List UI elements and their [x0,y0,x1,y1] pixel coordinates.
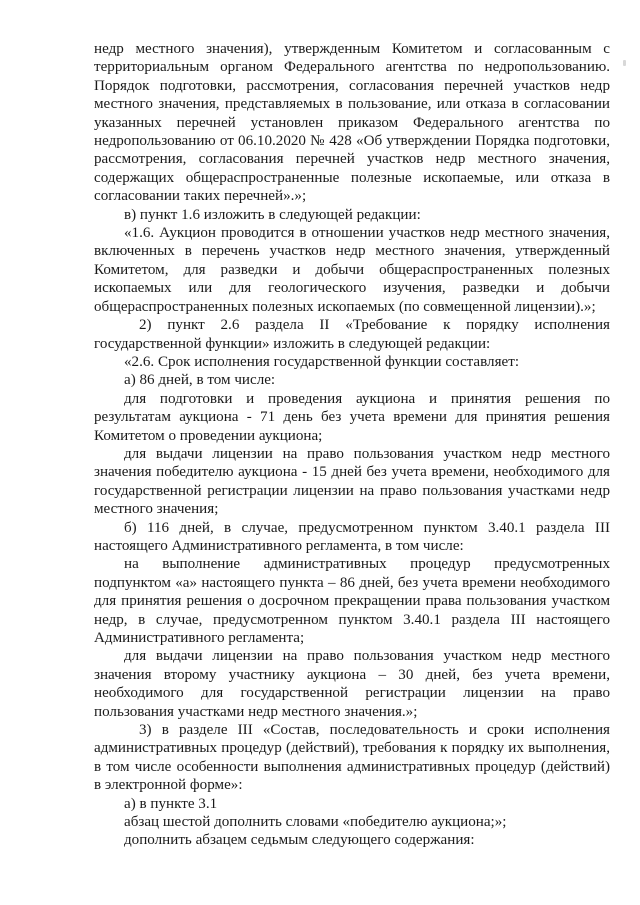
paragraph-1: недр местного значения), утвержденным Комитетом и согласованным с территориальным органом Федерального агентства по недропользованию. Порядок подготовки, рассмотрения, согласования перечней участков недр местного значения, представляемых в пользование, или отказа в согласовании указанных перечней установлен приказом Федерального агентства по недропользованию от 06.10.2020 № 428 «Об утверждении Порядка подготовки, рассмотрения, согласования перечней участков недр местного значения, содержащих общераспространенные полезные ископаемые, или отказа в согласовании таких перечней».»; [94,41,610,205]
paragraph-15: дополнить абзацем седьмым следующего содержания: [124,832,475,849]
paragraph-12: 3) в разделе III «Состав, последовательность и сроки исполнения административных процедур (действий), требования к порядку их выполнения, в том числе особенности выполнения административных процедур (действий) в электронной форме»: [94,722,610,794]
paragraph-6: а) 86 дней, в том числе: [124,372,276,389]
paragraph-10: на выполнение административных процедур предусмотренных подпунктом «а» настоящего пункта – 86 дней, без учета времени необходимого для принятия решения о досрочном прекращении права пользования участком недр, в случае, предусмотренном пунктом 3.40.1 раздела III настоящего Административного регламента; [94,556,610,646]
scan-speck [623,60,626,66]
paragraph-9: б) 116 дней, в случае, предусмотренном пунктом 3.40.1 раздела III настоящего Административного регламента, в том числе: [94,519,610,554]
paragraph-7: для подготовки и проведения аукциона и принятия решения по результатам аукциона - 71 день без учета времени для принятия решения Комитетом о проведении аукциона; [94,390,610,444]
paragraph-5: «2.6. Срок исполнения государственной функции составляет: [124,353,520,370]
paragraph-2: в) пункт 1.6 изложить в следующей редакции: [124,206,421,223]
paragraph-13: а) в пункте 3.1 [124,795,218,812]
paragraph-14: абзац шестой дополнить словами «победителю аукциона;»; [124,814,507,831]
paragraph-4: 2) пункт 2.6 раздела II «Требование к порядку исполнения государственной функции» изложить в следующей редакции: [94,317,610,352]
paragraph-3: «1.6. Аукцион проводится в отношении участков недр местного значения, включенных в перечень участков недр местного значения, утвержденный Комитетом, для разведки и добычи общераспространенных полезных ископаемых или для геологического изучения, разведки и добычи общераспространенных полезных ископаемых (по совмещенной лицензии).»; [94,225,610,315]
paragraph-8: для выдачи лицензии на право пользования участком недр местного значения победителю аукциона - 15 дней без учета времени, необходимого для государственной регистрации лицензии на право пользования участками недр местного значения; [94,445,610,518]
paragraph-11: для выдачи лицензии на право пользования участком недр местного значения второму участнику аукциона – 30 дней, без учета времени, необходимого для государственной регистрации лицензии на право пользования участками недр местного значения.»; [94,648,610,720]
